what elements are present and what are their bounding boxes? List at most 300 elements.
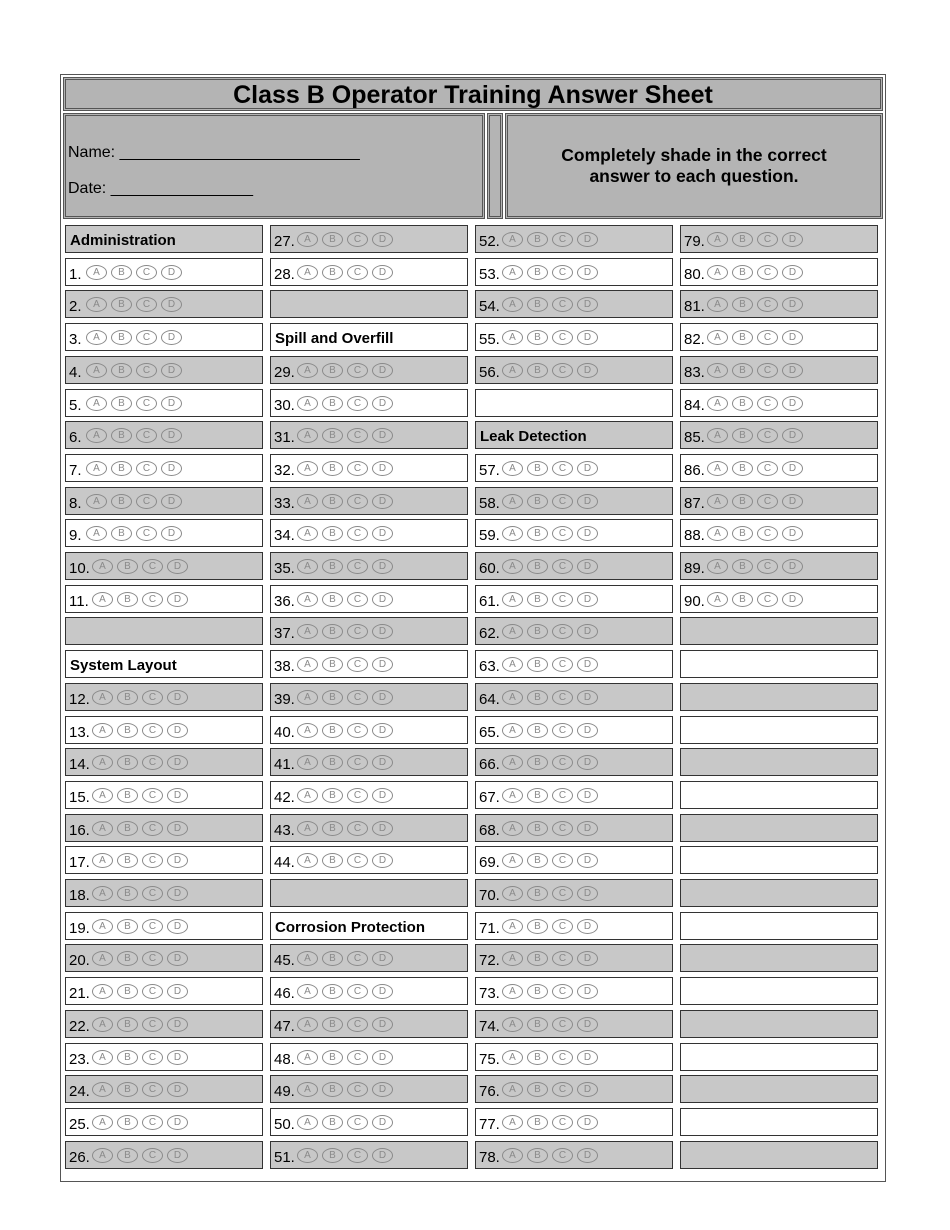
answer-bubble-b[interactable]: B bbox=[111, 363, 132, 378]
answer-bubble-a[interactable]: A bbox=[297, 1115, 318, 1130]
answer-bubble-a[interactable]: A bbox=[297, 232, 318, 247]
answer-bubble-b[interactable]: B bbox=[732, 330, 753, 345]
answer-bubble-d[interactable]: D bbox=[372, 1017, 393, 1032]
answer-bubble-a[interactable]: A bbox=[707, 461, 728, 476]
answer-bubble-d[interactable]: D bbox=[372, 624, 393, 639]
answer-bubble-a[interactable]: A bbox=[502, 363, 523, 378]
answer-bubble-c[interactable]: C bbox=[552, 788, 573, 803]
answer-bubble-b[interactable]: B bbox=[117, 951, 138, 966]
answer-bubble-a[interactable]: A bbox=[92, 984, 113, 999]
answer-bubble-c[interactable]: C bbox=[142, 1082, 163, 1097]
answer-bubble-b[interactable]: B bbox=[117, 559, 138, 574]
answer-bubble-d[interactable]: D bbox=[372, 1148, 393, 1163]
answer-bubble-a[interactable]: A bbox=[297, 559, 318, 574]
answer-bubble-a[interactable]: A bbox=[707, 330, 728, 345]
answer-bubble-b[interactable]: B bbox=[527, 494, 548, 509]
answer-bubble-b[interactable]: B bbox=[732, 265, 753, 280]
answer-bubble-b[interactable]: B bbox=[732, 494, 753, 509]
answer-bubble-c[interactable]: C bbox=[142, 559, 163, 574]
answer-bubble-a[interactable]: A bbox=[297, 755, 318, 770]
answer-bubble-b[interactable]: B bbox=[117, 984, 138, 999]
answer-bubble-b[interactable]: B bbox=[527, 788, 548, 803]
answer-bubble-a[interactable]: A bbox=[502, 755, 523, 770]
date-field[interactable]: Date: ________________ bbox=[68, 180, 254, 197]
answer-bubble-d[interactable]: D bbox=[577, 853, 598, 868]
answer-bubble-c[interactable]: C bbox=[552, 461, 573, 476]
answer-bubble-d[interactable]: D bbox=[782, 265, 803, 280]
answer-bubble-a[interactable]: A bbox=[86, 297, 107, 312]
answer-bubble-d[interactable]: D bbox=[782, 363, 803, 378]
answer-bubble-a[interactable]: A bbox=[502, 1115, 523, 1130]
answer-bubble-c[interactable]: C bbox=[552, 1050, 573, 1065]
answer-bubble-a[interactable]: A bbox=[86, 494, 107, 509]
answer-bubble-d[interactable]: D bbox=[577, 984, 598, 999]
answer-bubble-b[interactable]: B bbox=[322, 526, 343, 541]
answer-bubble-a[interactable]: A bbox=[502, 1050, 523, 1065]
answer-bubble-b[interactable]: B bbox=[527, 1017, 548, 1032]
answer-bubble-c[interactable]: C bbox=[347, 788, 368, 803]
answer-bubble-c[interactable]: C bbox=[136, 330, 157, 345]
answer-bubble-d[interactable]: D bbox=[782, 297, 803, 312]
answer-bubble-b[interactable]: B bbox=[322, 984, 343, 999]
answer-bubble-c[interactable]: C bbox=[757, 265, 778, 280]
answer-bubble-d[interactable]: D bbox=[577, 1148, 598, 1163]
answer-bubble-a[interactable]: A bbox=[92, 559, 113, 574]
answer-bubble-c[interactable]: C bbox=[552, 853, 573, 868]
answer-bubble-a[interactable]: A bbox=[502, 951, 523, 966]
answer-bubble-a[interactable]: A bbox=[707, 396, 728, 411]
answer-bubble-d[interactable]: D bbox=[577, 657, 598, 672]
answer-bubble-b[interactable]: B bbox=[322, 559, 343, 574]
answer-bubble-a[interactable]: A bbox=[86, 526, 107, 541]
answer-bubble-c[interactable]: C bbox=[142, 984, 163, 999]
answer-bubble-b[interactable]: B bbox=[117, 755, 138, 770]
answer-bubble-c[interactable]: C bbox=[347, 1017, 368, 1032]
answer-bubble-a[interactable]: A bbox=[502, 526, 523, 541]
answer-bubble-b[interactable]: B bbox=[322, 788, 343, 803]
answer-bubble-b[interactable]: B bbox=[111, 461, 132, 476]
answer-bubble-d[interactable]: D bbox=[577, 592, 598, 607]
answer-bubble-a[interactable]: A bbox=[86, 363, 107, 378]
answer-bubble-a[interactable]: A bbox=[502, 592, 523, 607]
answer-bubble-d[interactable]: D bbox=[577, 265, 598, 280]
answer-bubble-d[interactable]: D bbox=[372, 559, 393, 574]
answer-bubble-b[interactable]: B bbox=[732, 428, 753, 443]
answer-bubble-d[interactable]: D bbox=[167, 1017, 188, 1032]
answer-bubble-b[interactable]: B bbox=[527, 1115, 548, 1130]
answer-bubble-d[interactable]: D bbox=[372, 1050, 393, 1065]
answer-bubble-b[interactable]: B bbox=[111, 297, 132, 312]
answer-bubble-c[interactable]: C bbox=[552, 559, 573, 574]
answer-bubble-b[interactable]: B bbox=[117, 821, 138, 836]
answer-bubble-c[interactable]: C bbox=[552, 1148, 573, 1163]
answer-bubble-c[interactable]: C bbox=[757, 330, 778, 345]
answer-bubble-d[interactable]: D bbox=[782, 559, 803, 574]
answer-bubble-a[interactable]: A bbox=[92, 821, 113, 836]
answer-bubble-c[interactable]: C bbox=[552, 690, 573, 705]
answer-bubble-a[interactable]: A bbox=[502, 853, 523, 868]
answer-bubble-d[interactable]: D bbox=[372, 788, 393, 803]
answer-bubble-b[interactable]: B bbox=[527, 1050, 548, 1065]
answer-bubble-c[interactable]: C bbox=[347, 461, 368, 476]
answer-bubble-a[interactable]: A bbox=[707, 363, 728, 378]
answer-bubble-c[interactable]: C bbox=[552, 363, 573, 378]
answer-bubble-a[interactable]: A bbox=[502, 690, 523, 705]
answer-bubble-d[interactable]: D bbox=[577, 1017, 598, 1032]
answer-bubble-b[interactable]: B bbox=[527, 297, 548, 312]
answer-bubble-d[interactable]: D bbox=[161, 265, 182, 280]
answer-bubble-d[interactable]: D bbox=[372, 821, 393, 836]
answer-bubble-d[interactable]: D bbox=[161, 330, 182, 345]
answer-bubble-d[interactable]: D bbox=[577, 1050, 598, 1065]
answer-bubble-c[interactable]: C bbox=[142, 690, 163, 705]
answer-bubble-d[interactable]: D bbox=[372, 232, 393, 247]
answer-bubble-c[interactable]: C bbox=[136, 428, 157, 443]
answer-bubble-a[interactable]: A bbox=[297, 624, 318, 639]
answer-bubble-b[interactable]: B bbox=[322, 723, 343, 738]
answer-bubble-a[interactable]: A bbox=[502, 330, 523, 345]
answer-bubble-c[interactable]: C bbox=[347, 1050, 368, 1065]
answer-bubble-b[interactable]: B bbox=[732, 559, 753, 574]
answer-bubble-a[interactable]: A bbox=[297, 396, 318, 411]
answer-bubble-c[interactable]: C bbox=[347, 363, 368, 378]
answer-bubble-a[interactable]: A bbox=[502, 657, 523, 672]
answer-bubble-c[interactable]: C bbox=[552, 232, 573, 247]
answer-bubble-c[interactable]: C bbox=[347, 723, 368, 738]
answer-bubble-c[interactable]: C bbox=[552, 1017, 573, 1032]
answer-bubble-d[interactable]: D bbox=[167, 919, 188, 934]
answer-bubble-b[interactable]: B bbox=[117, 919, 138, 934]
answer-bubble-d[interactable]: D bbox=[372, 363, 393, 378]
answer-bubble-b[interactable]: B bbox=[527, 886, 548, 901]
answer-bubble-c[interactable]: C bbox=[142, 1148, 163, 1163]
answer-bubble-d[interactable]: D bbox=[167, 984, 188, 999]
answer-bubble-a[interactable]: A bbox=[92, 723, 113, 738]
answer-bubble-a[interactable]: A bbox=[92, 690, 113, 705]
answer-bubble-d[interactable]: D bbox=[782, 526, 803, 541]
answer-bubble-a[interactable]: A bbox=[502, 788, 523, 803]
answer-bubble-a[interactable]: A bbox=[86, 265, 107, 280]
answer-bubble-b[interactable]: B bbox=[527, 526, 548, 541]
answer-bubble-a[interactable]: A bbox=[502, 297, 523, 312]
answer-bubble-d[interactable]: D bbox=[577, 690, 598, 705]
answer-bubble-b[interactable]: B bbox=[527, 1082, 548, 1097]
answer-bubble-b[interactable]: B bbox=[117, 1082, 138, 1097]
answer-bubble-b[interactable]: B bbox=[322, 396, 343, 411]
answer-bubble-b[interactable]: B bbox=[111, 396, 132, 411]
answer-bubble-a[interactable]: A bbox=[86, 396, 107, 411]
answer-bubble-d[interactable]: D bbox=[161, 363, 182, 378]
answer-bubble-c[interactable]: C bbox=[142, 951, 163, 966]
answer-bubble-b[interactable]: B bbox=[527, 1148, 548, 1163]
answer-bubble-d[interactable]: D bbox=[161, 396, 182, 411]
answer-bubble-c[interactable]: C bbox=[136, 363, 157, 378]
answer-bubble-c[interactable]: C bbox=[142, 1017, 163, 1032]
answer-bubble-a[interactable]: A bbox=[502, 1148, 523, 1163]
answer-bubble-b[interactable]: B bbox=[732, 526, 753, 541]
answer-bubble-b[interactable]: B bbox=[527, 984, 548, 999]
answer-bubble-c[interactable]: C bbox=[142, 755, 163, 770]
answer-bubble-b[interactable]: B bbox=[111, 330, 132, 345]
answer-bubble-c[interactable]: C bbox=[552, 265, 573, 280]
answer-bubble-c[interactable]: C bbox=[347, 951, 368, 966]
answer-bubble-c[interactable]: C bbox=[142, 788, 163, 803]
answer-bubble-b[interactable]: B bbox=[322, 1115, 343, 1130]
answer-bubble-c[interactable]: C bbox=[552, 886, 573, 901]
answer-bubble-c[interactable]: C bbox=[347, 624, 368, 639]
answer-bubble-b[interactable]: B bbox=[732, 592, 753, 607]
answer-bubble-d[interactable]: D bbox=[782, 461, 803, 476]
answer-bubble-b[interactable]: B bbox=[527, 624, 548, 639]
answer-bubble-b[interactable]: B bbox=[111, 526, 132, 541]
answer-bubble-a[interactable]: A bbox=[92, 1017, 113, 1032]
answer-bubble-b[interactable]: B bbox=[322, 624, 343, 639]
answer-bubble-a[interactable]: A bbox=[502, 723, 523, 738]
answer-bubble-d[interactable]: D bbox=[577, 886, 598, 901]
answer-bubble-b[interactable]: B bbox=[322, 821, 343, 836]
answer-bubble-b[interactable]: B bbox=[527, 723, 548, 738]
answer-bubble-d[interactable]: D bbox=[167, 821, 188, 836]
answer-bubble-d[interactable]: D bbox=[161, 526, 182, 541]
answer-bubble-b[interactable]: B bbox=[322, 1017, 343, 1032]
answer-bubble-b[interactable]: B bbox=[527, 265, 548, 280]
answer-bubble-d[interactable]: D bbox=[161, 297, 182, 312]
answer-bubble-b[interactable]: B bbox=[732, 363, 753, 378]
answer-bubble-a[interactable]: A bbox=[92, 886, 113, 901]
answer-bubble-d[interactable]: D bbox=[372, 396, 393, 411]
answer-bubble-a[interactable]: A bbox=[92, 592, 113, 607]
answer-bubble-d[interactable]: D bbox=[577, 951, 598, 966]
answer-bubble-d[interactable]: D bbox=[372, 690, 393, 705]
answer-bubble-c[interactable]: C bbox=[136, 396, 157, 411]
answer-bubble-a[interactable]: A bbox=[92, 1115, 113, 1130]
answer-bubble-b[interactable]: B bbox=[111, 494, 132, 509]
answer-bubble-b[interactable]: B bbox=[117, 1148, 138, 1163]
answer-bubble-c[interactable]: C bbox=[347, 1148, 368, 1163]
answer-bubble-c[interactable]: C bbox=[142, 1050, 163, 1065]
answer-bubble-a[interactable]: A bbox=[92, 919, 113, 934]
answer-bubble-b[interactable]: B bbox=[117, 690, 138, 705]
answer-bubble-b[interactable]: B bbox=[527, 755, 548, 770]
answer-bubble-c[interactable]: C bbox=[142, 592, 163, 607]
answer-bubble-d[interactable]: D bbox=[161, 461, 182, 476]
answer-bubble-d[interactable]: D bbox=[372, 984, 393, 999]
answer-bubble-a[interactable]: A bbox=[92, 788, 113, 803]
answer-bubble-d[interactable]: D bbox=[782, 232, 803, 247]
answer-bubble-d[interactable]: D bbox=[577, 461, 598, 476]
answer-bubble-a[interactable]: A bbox=[502, 232, 523, 247]
answer-bubble-b[interactable]: B bbox=[322, 363, 343, 378]
answer-bubble-a[interactable]: A bbox=[86, 428, 107, 443]
answer-bubble-d[interactable]: D bbox=[782, 494, 803, 509]
answer-bubble-c[interactable]: C bbox=[552, 951, 573, 966]
answer-bubble-d[interactable]: D bbox=[577, 363, 598, 378]
answer-bubble-d[interactable]: D bbox=[167, 592, 188, 607]
answer-bubble-d[interactable]: D bbox=[161, 494, 182, 509]
answer-bubble-c[interactable]: C bbox=[757, 232, 778, 247]
answer-bubble-b[interactable]: B bbox=[527, 657, 548, 672]
answer-bubble-c[interactable]: C bbox=[142, 886, 163, 901]
answer-bubble-b[interactable]: B bbox=[117, 886, 138, 901]
answer-bubble-a[interactable]: A bbox=[707, 526, 728, 541]
answer-bubble-d[interactable]: D bbox=[372, 265, 393, 280]
answer-bubble-b[interactable]: B bbox=[322, 232, 343, 247]
answer-bubble-a[interactable]: A bbox=[297, 821, 318, 836]
answer-bubble-a[interactable]: A bbox=[297, 428, 318, 443]
answer-bubble-d[interactable]: D bbox=[577, 526, 598, 541]
answer-bubble-a[interactable]: A bbox=[502, 984, 523, 999]
answer-bubble-a[interactable]: A bbox=[297, 853, 318, 868]
answer-bubble-d[interactable]: D bbox=[167, 723, 188, 738]
answer-bubble-a[interactable]: A bbox=[297, 657, 318, 672]
answer-bubble-d[interactable]: D bbox=[577, 723, 598, 738]
answer-bubble-a[interactable]: A bbox=[297, 690, 318, 705]
answer-bubble-a[interactable]: A bbox=[707, 265, 728, 280]
answer-bubble-b[interactable]: B bbox=[111, 428, 132, 443]
answer-bubble-d[interactable]: D bbox=[782, 330, 803, 345]
answer-bubble-a[interactable]: A bbox=[297, 461, 318, 476]
answer-bubble-b[interactable]: B bbox=[117, 853, 138, 868]
answer-bubble-b[interactable]: B bbox=[322, 1050, 343, 1065]
answer-bubble-c[interactable]: C bbox=[347, 657, 368, 672]
answer-bubble-c[interactable]: C bbox=[347, 1082, 368, 1097]
answer-bubble-b[interactable]: B bbox=[322, 494, 343, 509]
answer-bubble-b[interactable]: B bbox=[732, 232, 753, 247]
answer-bubble-d[interactable]: D bbox=[577, 1082, 598, 1097]
answer-bubble-b[interactable]: B bbox=[732, 297, 753, 312]
answer-bubble-d[interactable]: D bbox=[782, 592, 803, 607]
answer-bubble-b[interactable]: B bbox=[527, 919, 548, 934]
answer-bubble-c[interactable]: C bbox=[552, 592, 573, 607]
answer-bubble-d[interactable]: D bbox=[577, 788, 598, 803]
answer-bubble-d[interactable]: D bbox=[372, 1082, 393, 1097]
answer-bubble-b[interactable]: B bbox=[527, 330, 548, 345]
answer-bubble-a[interactable]: A bbox=[297, 494, 318, 509]
answer-bubble-b[interactable]: B bbox=[117, 592, 138, 607]
answer-bubble-a[interactable]: A bbox=[297, 788, 318, 803]
answer-bubble-c[interactable]: C bbox=[757, 592, 778, 607]
answer-bubble-d[interactable]: D bbox=[577, 919, 598, 934]
answer-bubble-d[interactable]: D bbox=[167, 1115, 188, 1130]
answer-bubble-a[interactable]: A bbox=[297, 265, 318, 280]
answer-bubble-c[interactable]: C bbox=[757, 526, 778, 541]
answer-bubble-c[interactable]: C bbox=[347, 559, 368, 574]
answer-bubble-c[interactable]: C bbox=[347, 592, 368, 607]
answer-bubble-c[interactable]: C bbox=[757, 494, 778, 509]
answer-bubble-a[interactable]: A bbox=[502, 461, 523, 476]
answer-bubble-c[interactable]: C bbox=[757, 363, 778, 378]
answer-bubble-b[interactable]: B bbox=[527, 363, 548, 378]
answer-bubble-d[interactable]: D bbox=[372, 723, 393, 738]
answer-bubble-d[interactable]: D bbox=[577, 559, 598, 574]
answer-bubble-b[interactable]: B bbox=[322, 428, 343, 443]
answer-bubble-d[interactable]: D bbox=[372, 494, 393, 509]
answer-bubble-d[interactable]: D bbox=[167, 1082, 188, 1097]
answer-bubble-c[interactable]: C bbox=[142, 853, 163, 868]
answer-bubble-c[interactable]: C bbox=[552, 657, 573, 672]
answer-bubble-a[interactable]: A bbox=[297, 723, 318, 738]
answer-bubble-d[interactable]: D bbox=[577, 755, 598, 770]
answer-bubble-a[interactable]: A bbox=[92, 951, 113, 966]
answer-bubble-c[interactable]: C bbox=[552, 723, 573, 738]
answer-bubble-c[interactable]: C bbox=[552, 984, 573, 999]
answer-bubble-c[interactable]: C bbox=[552, 624, 573, 639]
answer-bubble-c[interactable]: C bbox=[136, 461, 157, 476]
answer-bubble-d[interactable]: D bbox=[167, 853, 188, 868]
answer-bubble-b[interactable]: B bbox=[117, 1017, 138, 1032]
answer-bubble-a[interactable]: A bbox=[707, 559, 728, 574]
answer-bubble-c[interactable]: C bbox=[347, 232, 368, 247]
answer-bubble-d[interactable]: D bbox=[577, 624, 598, 639]
answer-bubble-a[interactable]: A bbox=[502, 559, 523, 574]
answer-bubble-c[interactable]: C bbox=[552, 1115, 573, 1130]
answer-bubble-a[interactable]: A bbox=[297, 1017, 318, 1032]
answer-bubble-b[interactable]: B bbox=[322, 265, 343, 280]
answer-bubble-b[interactable]: B bbox=[322, 1148, 343, 1163]
answer-bubble-b[interactable]: B bbox=[117, 1115, 138, 1130]
answer-bubble-b[interactable]: B bbox=[322, 592, 343, 607]
answer-bubble-c[interactable]: C bbox=[347, 853, 368, 868]
answer-bubble-d[interactable]: D bbox=[372, 428, 393, 443]
answer-bubble-a[interactable]: A bbox=[297, 951, 318, 966]
answer-bubble-b[interactable]: B bbox=[322, 657, 343, 672]
answer-bubble-d[interactable]: D bbox=[167, 788, 188, 803]
answer-bubble-d[interactable]: D bbox=[782, 428, 803, 443]
answer-bubble-c[interactable]: C bbox=[552, 755, 573, 770]
answer-bubble-c[interactable]: C bbox=[757, 461, 778, 476]
answer-bubble-c[interactable]: C bbox=[347, 1115, 368, 1130]
answer-bubble-d[interactable]: D bbox=[577, 232, 598, 247]
answer-bubble-a[interactable]: A bbox=[297, 526, 318, 541]
answer-bubble-b[interactable]: B bbox=[117, 723, 138, 738]
answer-bubble-c[interactable]: C bbox=[136, 526, 157, 541]
answer-bubble-c[interactable]: C bbox=[347, 984, 368, 999]
answer-bubble-a[interactable]: A bbox=[707, 232, 728, 247]
answer-bubble-a[interactable]: A bbox=[502, 821, 523, 836]
answer-bubble-b[interactable]: B bbox=[527, 853, 548, 868]
answer-bubble-a[interactable]: A bbox=[86, 330, 107, 345]
answer-bubble-c[interactable]: C bbox=[347, 396, 368, 411]
answer-bubble-b[interactable]: B bbox=[117, 788, 138, 803]
answer-bubble-b[interactable]: B bbox=[322, 755, 343, 770]
answer-bubble-c[interactable]: C bbox=[136, 297, 157, 312]
answer-bubble-d[interactable]: D bbox=[372, 592, 393, 607]
answer-bubble-d[interactable]: D bbox=[167, 755, 188, 770]
answer-bubble-d[interactable]: D bbox=[577, 821, 598, 836]
answer-bubble-c[interactable]: C bbox=[552, 330, 573, 345]
answer-bubble-b[interactable]: B bbox=[527, 232, 548, 247]
answer-bubble-a[interactable]: A bbox=[502, 1017, 523, 1032]
answer-bubble-c[interactable]: C bbox=[136, 494, 157, 509]
answer-bubble-d[interactable]: D bbox=[372, 951, 393, 966]
answer-bubble-b[interactable]: B bbox=[322, 853, 343, 868]
answer-bubble-a[interactable]: A bbox=[92, 1148, 113, 1163]
answer-bubble-d[interactable]: D bbox=[167, 690, 188, 705]
answer-bubble-c[interactable]: C bbox=[552, 297, 573, 312]
answer-bubble-a[interactable]: A bbox=[297, 1148, 318, 1163]
answer-bubble-a[interactable]: A bbox=[502, 624, 523, 639]
answer-bubble-d[interactable]: D bbox=[167, 886, 188, 901]
answer-bubble-c[interactable]: C bbox=[552, 526, 573, 541]
answer-bubble-d[interactable]: D bbox=[577, 1115, 598, 1130]
answer-bubble-a[interactable]: A bbox=[86, 461, 107, 476]
answer-bubble-c[interactable]: C bbox=[757, 396, 778, 411]
answer-bubble-a[interactable]: A bbox=[502, 886, 523, 901]
answer-bubble-c[interactable]: C bbox=[757, 297, 778, 312]
answer-bubble-b[interactable]: B bbox=[527, 461, 548, 476]
answer-bubble-a[interactable]: A bbox=[92, 755, 113, 770]
answer-bubble-c[interactable]: C bbox=[552, 919, 573, 934]
